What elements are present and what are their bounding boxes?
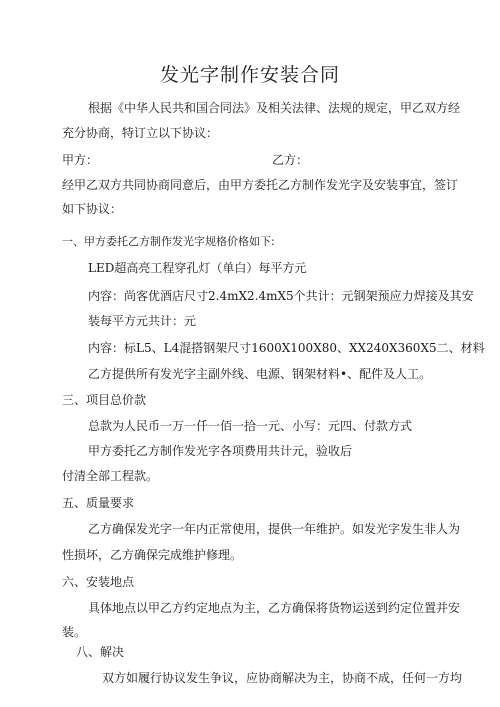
paragraph-line: 充分协商，特订立以下协议：	[62, 126, 219, 140]
paragraph-line: 内容：尚客优酒店尺寸2.4mX2.4mX5个共计：元钢架预应力焊接及其安	[88, 289, 474, 303]
paragraph-line: LED超高亮工程穿孔灯（单白）每平方元	[88, 261, 307, 275]
section-heading: 八、解决	[76, 645, 125, 659]
paragraph-line: 装每平方元共计：元	[88, 314, 197, 328]
paragraph-line: 付清全部工程款。	[62, 469, 159, 483]
paragraph-line: 甲方委托乙方制作发光字各项费用共计元，验收后	[88, 444, 353, 458]
paragraph-line: 装。	[62, 625, 87, 639]
paragraph-line: 总款为人民币一万一仟一佰一拾一元、小写：元四、付款方式	[88, 419, 413, 433]
section-heading: 六、安装地点	[62, 575, 135, 589]
paragraph-line: 乙方确保发光字一年内正常使用，提供一年维护。如发光字发生非人为	[88, 522, 461, 536]
paragraph-line: 内容：标L5、L4混搭钢架尺寸1600X100X80、XX240X360X5二、材料	[88, 341, 485, 355]
party-b-label: 乙方：	[272, 153, 309, 167]
paragraph-line: 如下协议：	[62, 202, 123, 216]
section-heading: 三、项目总价款	[62, 393, 147, 407]
paragraph-line: 双方如履行协议发生争议，应协商解决为主，协商不成，任何一方均	[102, 671, 463, 685]
party-a-label: 甲方：	[62, 153, 99, 167]
section-heading: 一、甲方委托乙方制作发光字规格价格如下:	[62, 235, 275, 248]
paragraph-line: 经甲乙双方共同协商同意后，由甲方委托乙方制作发光字及安装事宜，签订	[62, 178, 459, 192]
section-heading: 五、质量要求	[62, 496, 135, 510]
document-title: 发光字制作安装合同	[159, 64, 340, 86]
paragraph-line: 具体地点以甲乙方约定地点为主，乙方确保将货物运送到约定位置并安	[88, 601, 461, 615]
paragraph-line: 根据《中华人民共和国合同法》及相关法律、法规的规定，甲乙双方经	[88, 101, 461, 115]
paragraph-line: 乙方提供所有发光字主副外线、电源、钢架材料•、配件及人工。	[88, 367, 432, 381]
paragraph-line: 性损坏，乙方确保完成维护修理。	[62, 548, 243, 562]
